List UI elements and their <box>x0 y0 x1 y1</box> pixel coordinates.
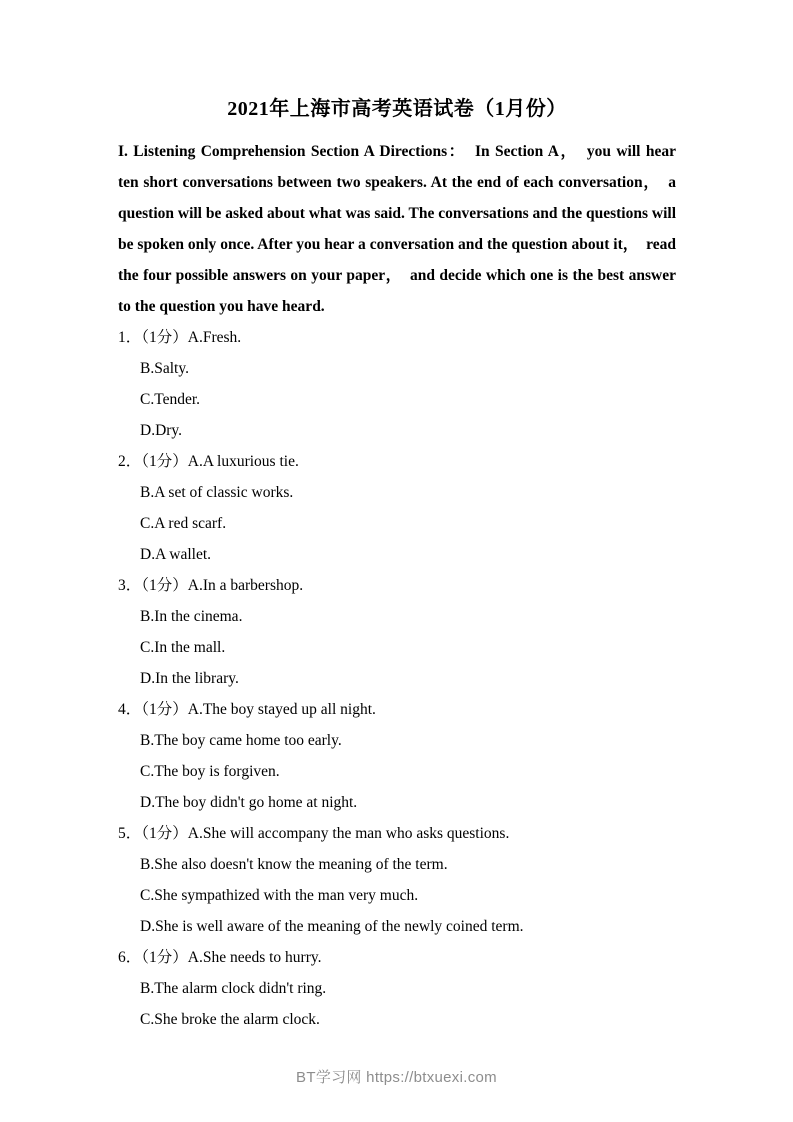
question-block <box>118 322 676 446</box>
question-block <box>118 446 676 570</box>
answer-option: C.She sympathized with the man very much. <box>140 887 419 904</box>
document-page <box>118 96 676 1035</box>
answer-option: D.In the library. <box>140 670 239 687</box>
question-number-and-option-a: 1．（1分）A.Fresh. <box>118 329 242 346</box>
answer-option: B.In the cinema. <box>140 608 243 625</box>
answer-option: C.The boy is forgiven. <box>140 763 280 780</box>
question-block <box>118 942 676 1035</box>
question-number-and-option-a: 6．（1分）A.She needs to hurry. <box>118 949 322 966</box>
answer-option: D.The boy didn't go home at night. <box>140 794 358 811</box>
answer-option: C.Tender. <box>140 391 201 408</box>
answer-option: D.A wallet. <box>140 546 212 563</box>
question-number-and-option-a: 5．（1分）A.She will accompany the man who asks questions. <box>118 825 510 842</box>
answer-option: B.The alarm clock didn't ring. <box>140 980 327 997</box>
answer-option: D.Dry. <box>140 422 183 439</box>
question-number-and-option-a: 3．（1分）A.In a barbershop. <box>118 577 304 594</box>
answer-option: C.A red scarf. <box>140 515 227 532</box>
answer-option: C.She broke the alarm clock. <box>140 1011 320 1028</box>
answer-option: B.The boy came home too early. <box>140 732 342 749</box>
exam-title: 2021年上海市高考英语试卷（1月份） <box>227 98 567 120</box>
listening-directions-paragraph: I. Listening Comprehension Section A Directions： In Section A， you will hear ten short conversations between two speakers. At the end of each conversation， a question will be asked about what was said. The conversations and the questions will be spoken only once. After you hear a conversation and the question about it， read the four possible answers on your paper， and decide which one is the best answer to the question you have heard. <box>118 143 676 315</box>
question-number-and-option-a: 2．（1分）A.A luxurious tie. <box>118 453 299 470</box>
question-block <box>118 818 676 942</box>
watermark-footer: BT学习网 https://btxuexi.com <box>296 1069 497 1086</box>
answer-option: D.She is well aware of the meaning of the newly coined term. <box>140 918 524 935</box>
answer-option: C.In the mall. <box>140 639 226 656</box>
answer-option: B.Salty. <box>140 360 189 377</box>
question-number-and-option-a: 4．（1分）A.The boy stayed up all night. <box>118 701 376 718</box>
question-block <box>118 570 676 694</box>
question-list <box>118 322 676 1035</box>
answer-option: B.She also doesn't know the meaning of the term. <box>140 856 448 873</box>
question-block <box>118 694 676 818</box>
answer-option: B.A set of classic works. <box>140 484 294 501</box>
